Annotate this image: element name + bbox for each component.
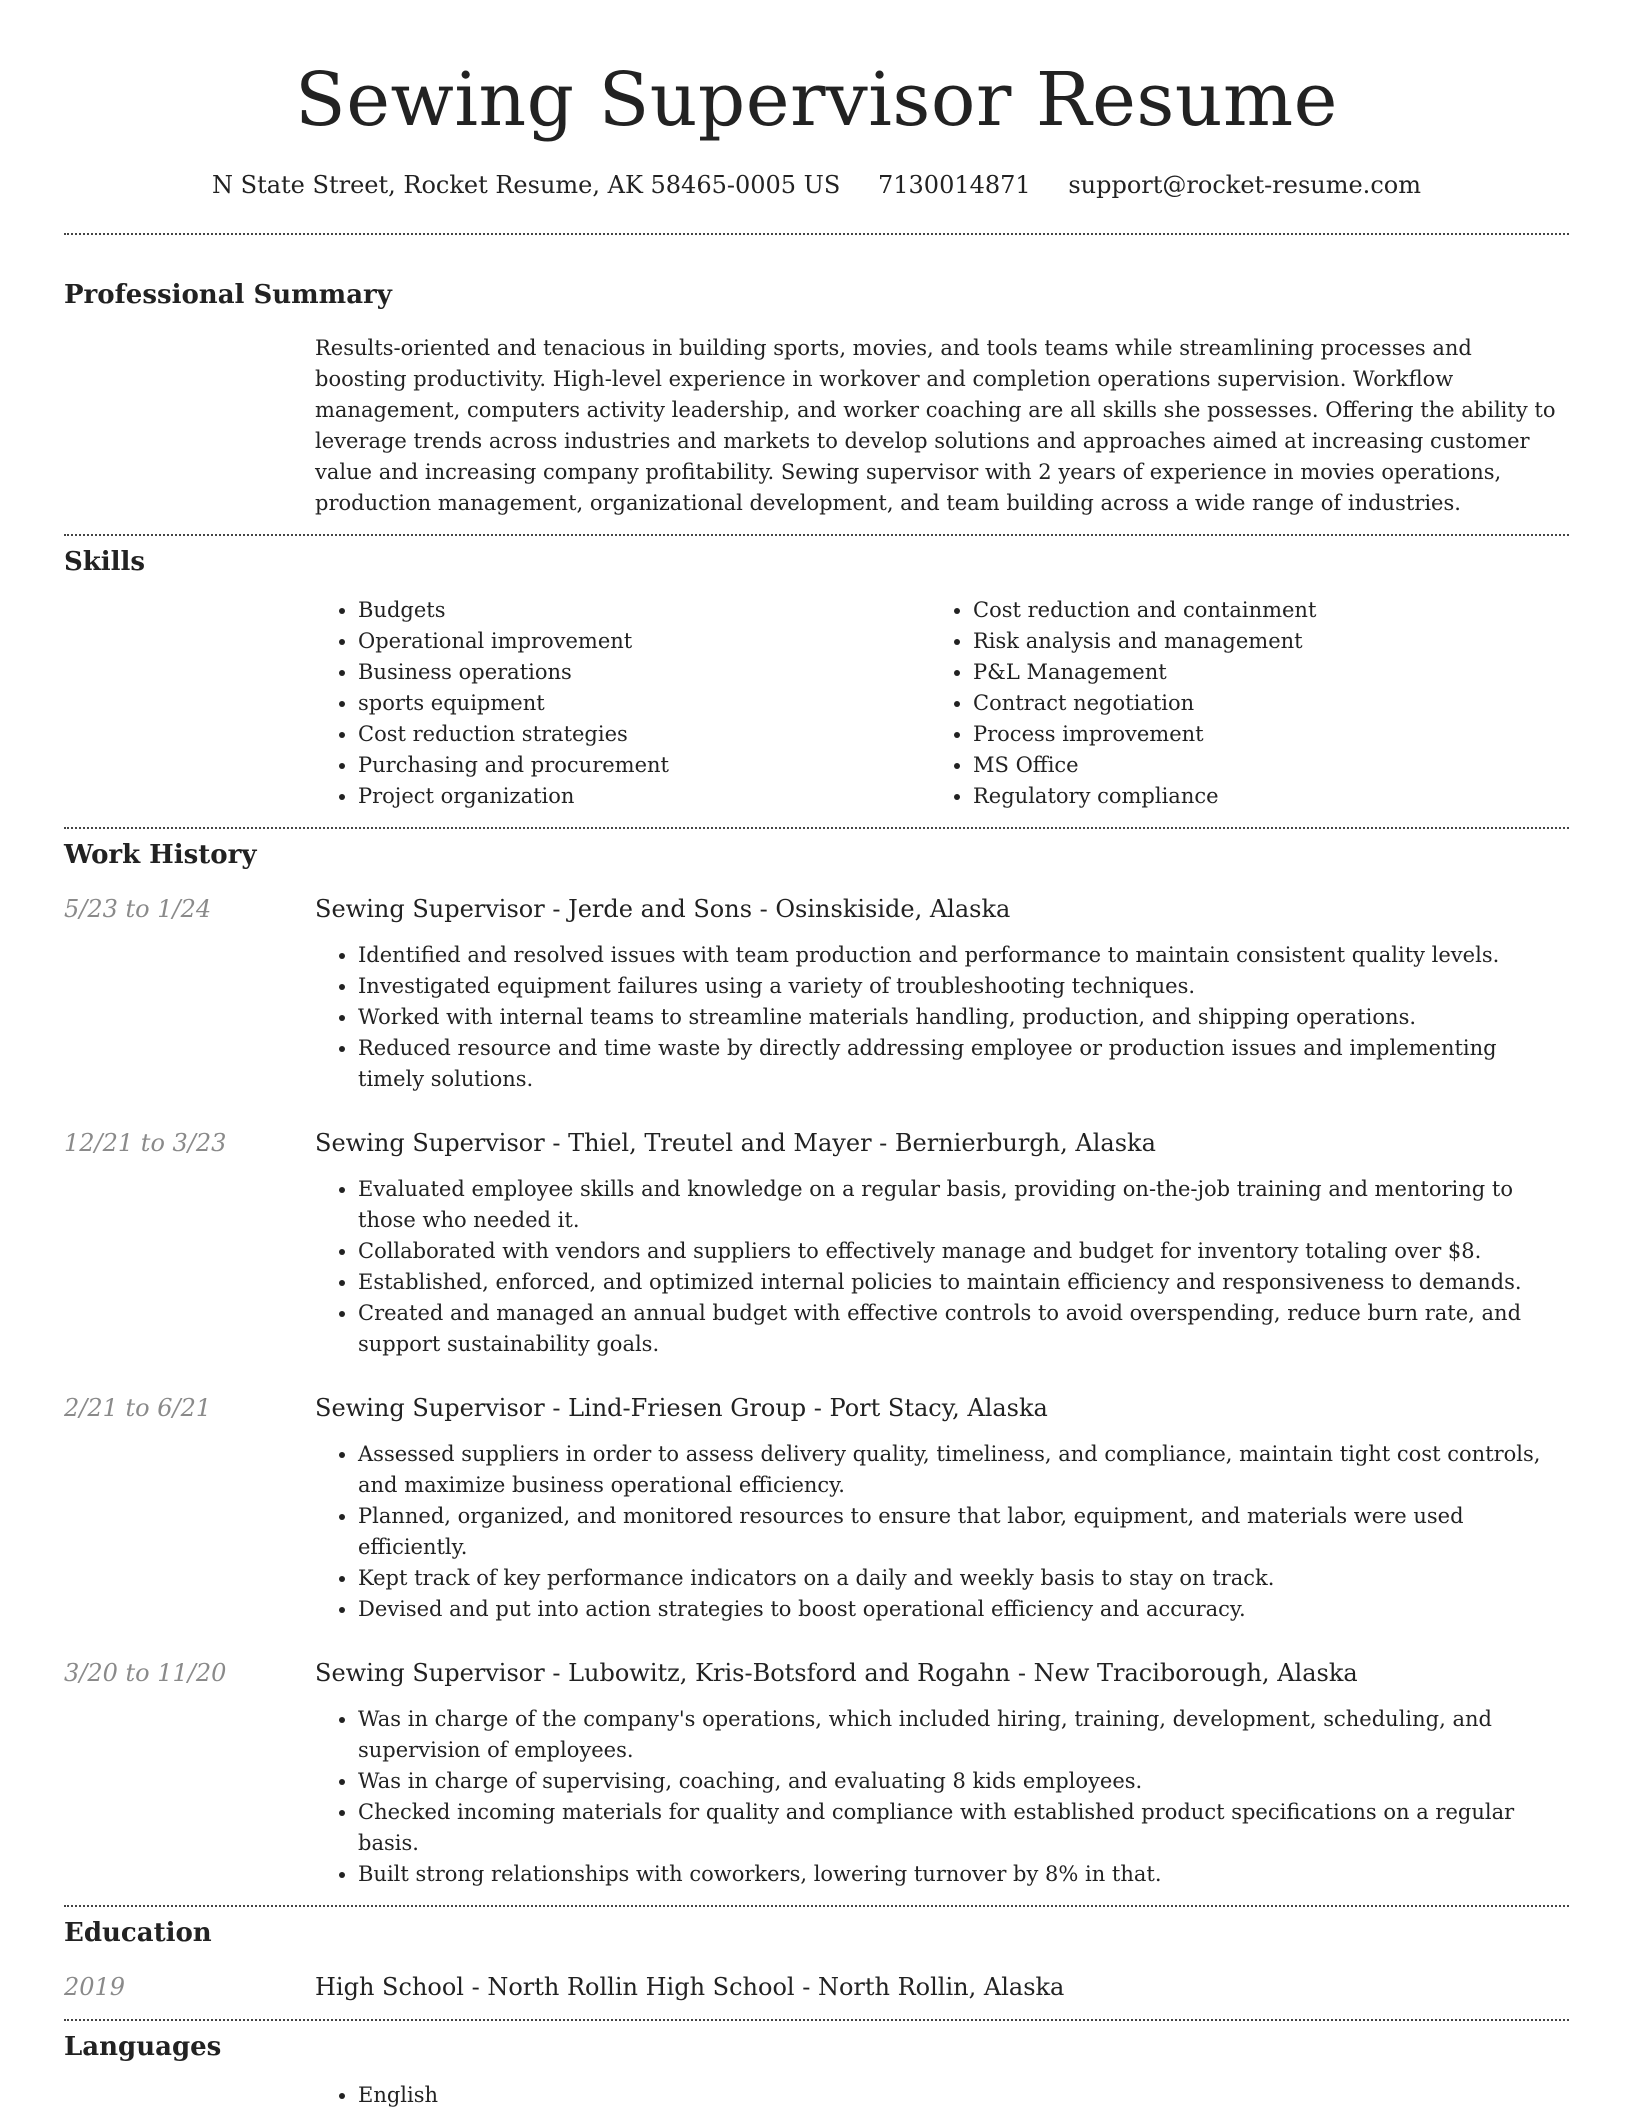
job-entry	[64, 1656, 1569, 1890]
skill-item: • Regulatory compliance	[973, 781, 1545, 812]
job-entry	[64, 1391, 1569, 1625]
summary-heading: Professional Summary	[64, 280, 392, 310]
education-section	[64, 1916, 1569, 2004]
skills-grid	[315, 595, 1569, 812]
skill-item: • sports equipment	[358, 688, 930, 719]
job-bullet: • Assessed suppliers in order to assess delivery quality, timeliness, and compliance, maintain tight cost controls, and maximize business operational efficiency.	[358, 1439, 1569, 1501]
job-bullet: • Devised and put into action strategies to boost operational efficiency and accuracy.	[358, 1594, 1569, 1625]
contact-email: support@rocket-resume.com	[1068, 171, 1421, 199]
job-bullet: • Planned, organized, and monitored resources to ensure that labor, equipment, and materials were used efficiently.	[358, 1501, 1569, 1563]
job-title: Sewing Supervisor - Lubowitz, Kris-Botsford and Rogahn - New Traciborough, Alaska	[315, 1659, 1358, 1687]
skill-item: • Budgets	[358, 595, 930, 626]
skills-column-right	[930, 595, 1545, 812]
skill-item: • Contract negotiation	[973, 688, 1545, 719]
job-bullet: • Worked with internal teams to streamline materials handling, production, and shipping operations.	[358, 1002, 1569, 1033]
contact-phone: 7130014871	[878, 171, 1031, 199]
job-dates: 3/20 to 11/20	[64, 1659, 227, 1687]
skill-item: • Business operations	[358, 657, 930, 688]
job-title: Sewing Supervisor - Lind-Friesen Group - Port Stacy, Alaska	[315, 1394, 1048, 1422]
job-bullet: • Created and managed an annual budget with effective controls to avoid overspending, reduce burn rate, and support sustainability goals.	[358, 1298, 1569, 1360]
job-bullet: • Checked incoming materials for quality and compliance with established product specifications on a regular basis.	[358, 1797, 1569, 1859]
job-bullets	[315, 1439, 1569, 1625]
job-bullets	[315, 1704, 1569, 1890]
skill-item: • Risk analysis and management	[973, 626, 1545, 657]
job-header	[64, 1656, 1569, 1690]
job-bullets	[315, 1174, 1569, 1360]
resume-title: Sewing Supervisor Resume	[295, 57, 1338, 143]
skills-heading: Skills	[64, 547, 146, 577]
divider	[64, 1905, 1569, 1907]
job-title: Sewing Supervisor - Thiel, Treutel and Mayer - Bernierburgh, Alaska	[315, 1129, 1156, 1157]
divider	[64, 534, 1569, 536]
education-title: High School - North Rollin High School - North Rollin, Alaska	[315, 1973, 1065, 2001]
skill-item: • Project organization	[358, 781, 930, 812]
divider	[64, 233, 1569, 235]
skill-item: • MS Office	[973, 750, 1545, 781]
education-entry	[64, 1970, 1569, 2004]
job-bullet: • Evaluated employee skills and knowledge on a regular basis, providing on-the-job training and mentoring to those who needed it.	[358, 1174, 1569, 1236]
job-header	[64, 1391, 1569, 1425]
education-date: 2019	[64, 1973, 126, 2001]
job-bullet: • Investigated equipment failures using a variety of troubleshooting techniques.	[358, 971, 1569, 1002]
education-heading: Education	[64, 1918, 212, 1948]
job-bullet: • Collaborated with vendors and suppliers to effectively manage and budget for inventory totaling over $8.	[358, 1236, 1569, 1267]
contact-address: N State Street, Rocket Resume, AK 58465-0005 US	[212, 171, 841, 199]
job-bullet: • Kept track of key performance indicators on a daily and weekly basis to stay on track.	[358, 1563, 1569, 1594]
language-item: • English	[358, 2080, 1569, 2111]
job-entry	[64, 1126, 1569, 1360]
job-bullet: • Was in charge of the company's operations, which included hiring, training, development, scheduling, and supervision of employees.	[358, 1704, 1569, 1766]
job-dates: 5/23 to 1/24	[64, 895, 212, 923]
job-entry	[64, 892, 1569, 1095]
work-history-heading: Work History	[64, 840, 257, 870]
skills-section	[64, 545, 1569, 812]
skill-item: • Cost reduction and containment	[973, 595, 1545, 626]
job-dates: 2/21 to 6/21	[64, 1394, 212, 1422]
job-bullet: • Identified and resolved issues with team production and performance to maintain consistent quality levels.	[358, 940, 1569, 971]
job-header	[64, 892, 1569, 926]
contact-line	[64, 168, 1569, 202]
resume-page	[64, 0, 1569, 2112]
skills-column-left	[315, 595, 930, 812]
summary-section	[64, 278, 1569, 519]
languages-section	[64, 2030, 1569, 2111]
job-title: Sewing Supervisor - Jerde and Sons - Osinskiside, Alaska	[315, 895, 1011, 923]
divider	[64, 827, 1569, 829]
job-bullet: • Reduced resource and time waste by directly addressing employee or production issues and implementing timely solutions.	[358, 1033, 1569, 1095]
job-dates: 12/21 to 3/23	[64, 1129, 227, 1157]
job-bullet: • Was in charge of supervising, coaching, and evaluating 8 kids employees.	[358, 1766, 1569, 1797]
skill-item: • Cost reduction strategies	[358, 719, 930, 750]
skill-item: • P&L Management	[973, 657, 1545, 688]
job-bullets	[315, 940, 1569, 1095]
job-bullet: • Established, enforced, and optimized internal policies to maintain efficiency and responsiveness to demands.	[358, 1267, 1569, 1298]
summary-text: Results-oriented and tenacious in building sports, movies, and tools teams while streamlining processes and boosting productivity. High-level experience in workover and completion operations supervision. Workflow management, computers activity leadership, and worker coaching are all skills she possesses. Offering the ability to leverage trends across industries and markets to develop solutions and approaches aimed at increasing customer value and increasing company profitability. Sewing supervisor with 2 years of experience in movies operations, production management, organizational development, and team building across a wide range of industries.	[315, 336, 1556, 515]
skill-item: • Process improvement	[973, 719, 1545, 750]
job-bullet: • Built strong relationships with coworkers, lowering turnover by 8% in that.	[358, 1859, 1569, 1890]
work-history-section	[64, 838, 1569, 1890]
job-header	[64, 1126, 1569, 1160]
languages-list	[315, 2080, 1569, 2111]
languages-heading: Languages	[64, 2032, 222, 2062]
skill-item: • Purchasing and procurement	[358, 750, 930, 781]
divider	[64, 2019, 1569, 2021]
skill-item: • Operational improvement	[358, 626, 930, 657]
